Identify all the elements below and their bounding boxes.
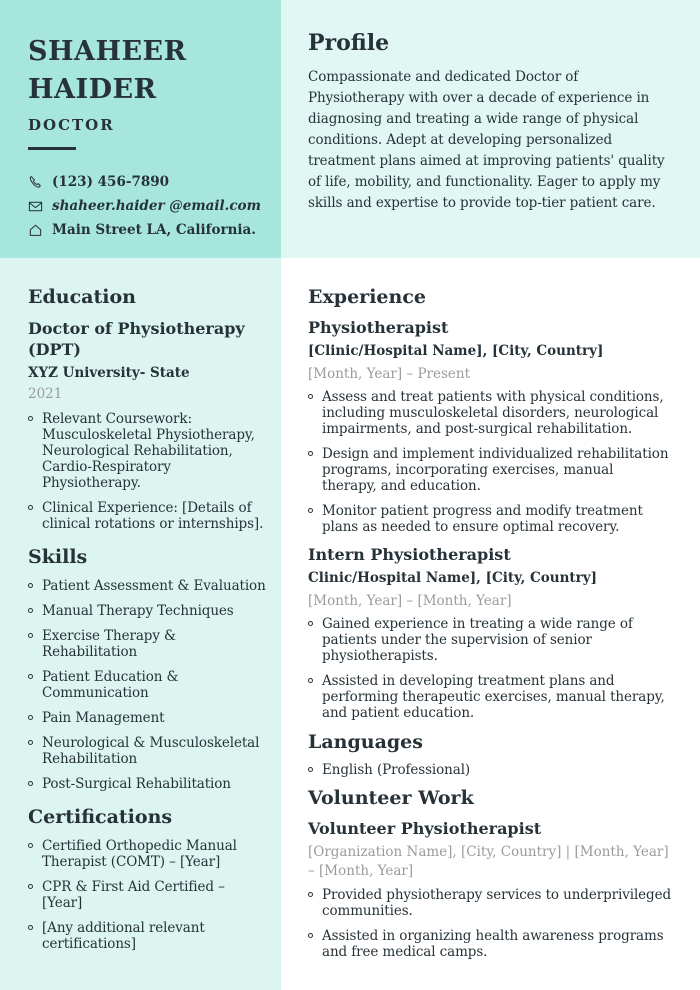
left-column <box>0 258 281 990</box>
job-org: [Clinic/Hospital Name], [City, Country] <box>308 343 604 359</box>
bullet-icon <box>308 394 313 399</box>
contact-phone <box>28 174 267 191</box>
list-item <box>28 920 267 952</box>
person-job-title: DOCTOR <box>28 116 115 134</box>
list-item <box>28 838 267 870</box>
list-item <box>28 578 267 594</box>
profile-summary: Compassionate and dedicated Doctor of Physiotherapy with over a decade of experience in diagnosing and treating a wide range of physical conditions. Adept at developing personalized treatment plans aimed at improving patients' quality of life, mobility, and functionality. Eager to apply my skills and expertise to provide top-tier patient care. <box>308 69 665 211</box>
list-item <box>308 762 672 778</box>
email-address: shaheer.haider @email.com <box>52 197 261 214</box>
skills-list <box>28 578 267 792</box>
bullet-text: [Any additional relevant certifications] <box>42 920 205 952</box>
bullet-icon <box>28 715 33 720</box>
bullet-icon <box>308 451 313 456</box>
bullet-icon <box>28 633 33 638</box>
education-school: XYZ University- State <box>28 365 190 381</box>
first-name: SHAHEER <box>28 36 187 67</box>
bullet-text: Patient Education & Communication <box>42 669 179 701</box>
bullet-text: English (Professional) <box>322 762 471 778</box>
volunteer-section <box>308 787 672 960</box>
bullet-text: Design and implement individualized rehabilitation programs, incorporating exercises, manual therapy, and education. <box>322 446 669 494</box>
title-underline <box>28 147 76 150</box>
bullet-text: Gained experience in treating a wide range of patients under the supervision of senior physiotherapists. <box>322 616 633 664</box>
bullet-icon <box>308 892 313 897</box>
bullet-icon <box>28 608 33 613</box>
list-item <box>28 500 267 532</box>
list-item <box>308 928 672 960</box>
bullet-icon <box>28 505 33 510</box>
bullet-text: Neurological & Musculoskeletal Rehabilitation <box>42 735 260 767</box>
list-item <box>308 503 672 535</box>
volunteer-role: Volunteer Physiotherapist <box>308 819 542 838</box>
volunteer-meta: [Organization Name], [City, Country] | [Month, Year] – [Month, Year] <box>308 844 669 879</box>
phone-number: (123) 456-7890 <box>52 173 170 190</box>
bullet-icon <box>28 925 33 930</box>
job-bullets <box>308 389 672 535</box>
list-item <box>308 446 672 494</box>
languages-list <box>308 762 672 778</box>
experience-section <box>308 286 672 721</box>
bullet-text: Monitor patient progress and modify treatment plans as needed to ensure optimal recovery. <box>322 503 643 535</box>
header-block <box>0 0 281 258</box>
list-item <box>28 411 267 491</box>
contact-list <box>28 174 267 239</box>
job-entry <box>308 317 672 535</box>
languages-title: Languages <box>308 731 423 753</box>
job-dates: [Month, Year] – [Month, Year] <box>308 593 512 609</box>
list-item <box>28 735 267 767</box>
bullet-text: Post-Surgical Rehabilitation <box>42 776 231 792</box>
certifications-list <box>28 838 267 952</box>
list-item <box>28 776 267 792</box>
job-dates: [Month, Year] – Present <box>308 366 471 382</box>
skills-section <box>28 546 267 792</box>
bullet-icon <box>308 621 313 626</box>
education-year: 2021 <box>28 386 63 402</box>
bullet-icon <box>28 416 33 421</box>
list-item <box>28 669 267 701</box>
contact-address <box>28 222 267 239</box>
education-section <box>28 286 267 532</box>
list-item <box>308 673 672 721</box>
job-role: Intern Physiotherapist <box>308 545 511 564</box>
education-degree: Doctor of Physiotherapy (DPT) <box>28 319 245 359</box>
bullet-text: CPR & First Aid Certified – [Year] <box>42 879 225 911</box>
bullet-icon <box>28 843 33 848</box>
last-name: HAIDER <box>28 74 157 105</box>
experience-title: Experience <box>308 286 426 308</box>
bullet-text: Pain Management <box>42 710 165 726</box>
bullet-text: Assess and treat patients with physical conditions, including musculoskeletal disorders, neurological impairments, and post-surgical rehabilitation. <box>322 389 664 437</box>
bullet-text: Certified Orthopedic Manual Therapist (COMT) – [Year] <box>42 838 237 870</box>
bullet-text: Clinical Experience: [Details of clinical rotations or internships]. <box>42 500 264 532</box>
bullet-icon <box>28 781 33 786</box>
home-icon <box>28 223 43 238</box>
certifications-section <box>28 806 267 952</box>
list-item <box>308 389 672 437</box>
profile-section <box>281 0 700 258</box>
list-item <box>308 887 672 919</box>
list-item <box>28 710 267 726</box>
bullet-text: Patient Assessment & Evaluation <box>42 578 266 594</box>
bullet-text: Provided physiotherapy services to underprivileged communities. <box>322 887 672 919</box>
languages-section <box>308 731 672 778</box>
bullet-text: Exercise Therapy & Rehabilitation <box>42 628 176 660</box>
certifications-title: Certifications <box>28 806 173 828</box>
bullet-text: Manual Therapy Techniques <box>42 603 234 619</box>
email-icon <box>28 199 43 214</box>
job-org: Clinic/Hospital Name], [City, Country] <box>308 570 597 586</box>
person-name <box>28 33 267 109</box>
list-item <box>308 616 672 664</box>
list-item <box>28 879 267 911</box>
list-item <box>28 628 267 660</box>
bullet-text: Assisted in organizing health awareness programs and free medical camps. <box>322 928 664 960</box>
bullet-icon <box>28 583 33 588</box>
volunteer-bullets <box>308 887 672 960</box>
bullet-icon <box>28 884 33 889</box>
volunteer-title: Volunteer Work <box>308 787 474 809</box>
bullet-text: Assisted in developing treatment plans and performing therapeutic exercises, manual therapy, and patient education. <box>322 673 665 721</box>
list-item <box>28 603 267 619</box>
bullet-icon <box>28 674 33 679</box>
profile-title: Profile <box>308 30 390 56</box>
education-title: Education <box>28 286 136 308</box>
bullet-text: Relevant Coursework: Musculoskeletal Physiotherapy, Neurological Rehabilitation, Cardio-Respiratory Physiotherapy. <box>42 411 255 491</box>
skills-title: Skills <box>28 546 88 568</box>
bullet-icon <box>28 740 33 745</box>
job-entry <box>308 544 672 721</box>
bullet-icon <box>308 508 313 513</box>
address-text: Main Street LA, California. <box>52 221 256 238</box>
phone-icon <box>28 175 43 190</box>
contact-email <box>28 198 267 215</box>
job-role: Physiotherapist <box>308 318 449 337</box>
bullet-icon <box>308 767 313 772</box>
education-bullets <box>28 411 267 532</box>
right-column <box>281 258 700 990</box>
bullet-icon <box>308 933 313 938</box>
job-bullets <box>308 616 672 721</box>
bullet-icon <box>308 678 313 683</box>
